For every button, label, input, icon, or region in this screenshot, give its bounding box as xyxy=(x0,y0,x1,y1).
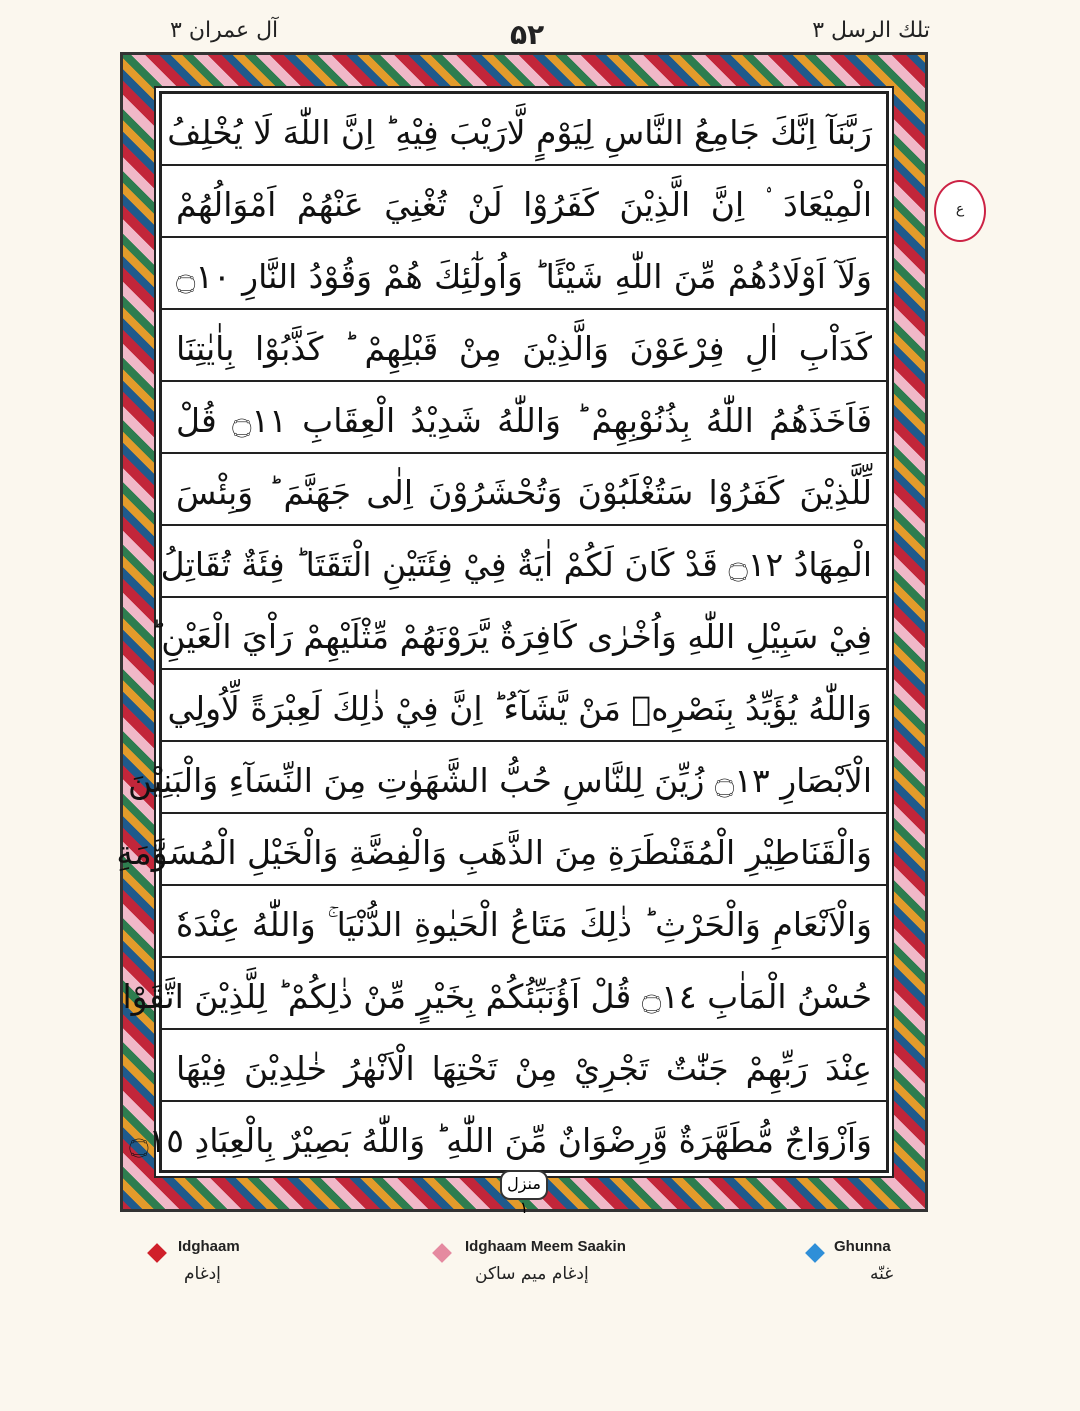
ruku-marker: ع xyxy=(934,180,986,242)
legend-label: Ghunna xyxy=(834,1238,891,1255)
verse-line: رَبَّنَآ اِنَّكَ جَامِعُ النَّاسِ لِيَوْمٍ لَّارَيْبَ فِيْهِ ؕ اِنَّ اللّٰهَ لَا يُخْلِفُ xyxy=(162,94,886,166)
pink-diamond-icon xyxy=(432,1243,452,1263)
verse-line: وَاَزْوَاجٌ مُّطَهَّرَةٌ وَّرِضْوَانٌ مِّنَ اللّٰهِ ؕ وَاللّٰهُ بَصِيْرٌ بِالْعِبَادِ ۝١٥ xyxy=(129,1121,872,1160)
legend-ghunna xyxy=(808,1238,958,1298)
juz-name: تلك الرسل ۳ xyxy=(812,18,930,43)
legend-label-arabic: إدغام ميم ساكن xyxy=(475,1264,589,1284)
manzil-tag: منزل ۱ xyxy=(500,1170,548,1200)
legend-label: Idghaam xyxy=(178,1238,240,1255)
verse-line: حُسْنُ الْمَاٰبِ ۝١٤ قُلْ اَؤُنَبِّئُكُمْ بِخَيْرٍ مِّنْ ذٰلِكُمْ ؕ لِلَّذِيْنَ اتَّقَوْا xyxy=(162,958,886,1030)
page-number: ۵۲ xyxy=(510,18,545,51)
blue-diamond-icon xyxy=(805,1243,825,1263)
verse-line: فَاَخَذَهُمُ اللّٰهُ بِذُنُوْبِهِمْ ؕ وَاللّٰهُ شَدِيْدُ الْعِقَابِ ۝١١ قُلْ xyxy=(162,382,886,454)
verse-lines xyxy=(116,94,886,1170)
verse-line: لِّلَّذِيْنَ كَفَرُوْا سَتُغْلَبُوْنَ وَتُحْشَرُوْنَ اِلٰى جَهَنَّمَ ؕ وَبِئْسَ xyxy=(162,454,886,526)
red-diamond-icon xyxy=(147,1243,167,1263)
verse-line: وَالْقَنَاطِيْرِ الْمُقَنْطَرَةِ مِنَ الذَّهَبِ وَالْفِضَّةِ وَالْخَيْلِ الْمُسَوَّمَةِ xyxy=(162,814,886,886)
legend-idghaam-meem-saakin xyxy=(435,1238,675,1298)
verse-line: فِيْ سَبِيْلِ اللّٰهِ وَاُخْرٰى كَافِرَةٌ يَّرَوْنَهُمْ مِّثْلَيْهِمْ رَاْيَ الْعَيْنِ ؕ xyxy=(162,598,886,670)
verse-line: كَدَاْبِ اٰلِ فِرْعَوْنَ وَالَّذِيْنَ مِنْ قَبْلِهِمْ ؕ كَذَّبُوْا بِاٰيٰتِنَا xyxy=(162,310,886,382)
verse-line: وَالْاَنْعَامِ وَالْحَرْثِ ؕ ذٰلِكَ مَتَاعُ الْحَيٰوةِ الدُّنْيَا ۚ وَاللّٰهُ عِنْدَهٗ xyxy=(162,886,886,958)
verse-line: وَاللّٰهُ يُؤَيِّدُ بِنَصْرِهٖ مَنْ يَّشَآءُ ؕ اِنَّ فِيْ ذٰلِكَ لَعِبْرَةً لِّاُولِي xyxy=(162,670,886,742)
verse-line: الْمِيْعَادَ ۟ اِنَّ الَّذِيْنَ كَفَرُوْا لَنْ تُغْنِيَ عَنْهُمْ اَمْوَالُهُمْ xyxy=(162,166,886,238)
verse-line: وَلَآ اَوْلَادُهُمْ مِّنَ اللّٰهِ شَيْئًا ؕ وَاُولٰٓئِكَ هُمْ وَقُوْدُ النَّارِ ۝١٠ xyxy=(162,238,886,310)
legend-idghaam xyxy=(150,1238,350,1298)
verse-line: الْاَبْصَارِ ۝١٣ زُيِّنَ لِلنَّاسِ حُبُّ الشَّهَوٰتِ مِنَ النِّسَآءِ وَالْبَنِيْنَ xyxy=(162,742,886,814)
verse-line: الْمِهَادُ ۝١٢ قَدْ كَانَ لَكُمْ اٰيَةٌ فِيْ فِئَتَيْنِ الْتَقَتَا ؕ فِئَةٌ تُقَاتِلُ xyxy=(162,526,886,598)
surah-name: آل عمران ۳ xyxy=(170,18,279,43)
legend-label-arabic: غنّه xyxy=(870,1264,894,1284)
legend-label-arabic: إدغام xyxy=(184,1264,221,1284)
verse-line: عِنْدَ رَبِّهِمْ جَنّٰتٌ تَجْرِيْ مِنْ تَحْتِهَا الْاَنْهٰرُ خٰلِدِيْنَ فِيْهَا xyxy=(162,1030,886,1102)
legend-label: Idghaam Meem Saakin xyxy=(465,1238,626,1255)
text-panel xyxy=(116,94,886,1170)
ornamental-border xyxy=(116,52,928,1212)
